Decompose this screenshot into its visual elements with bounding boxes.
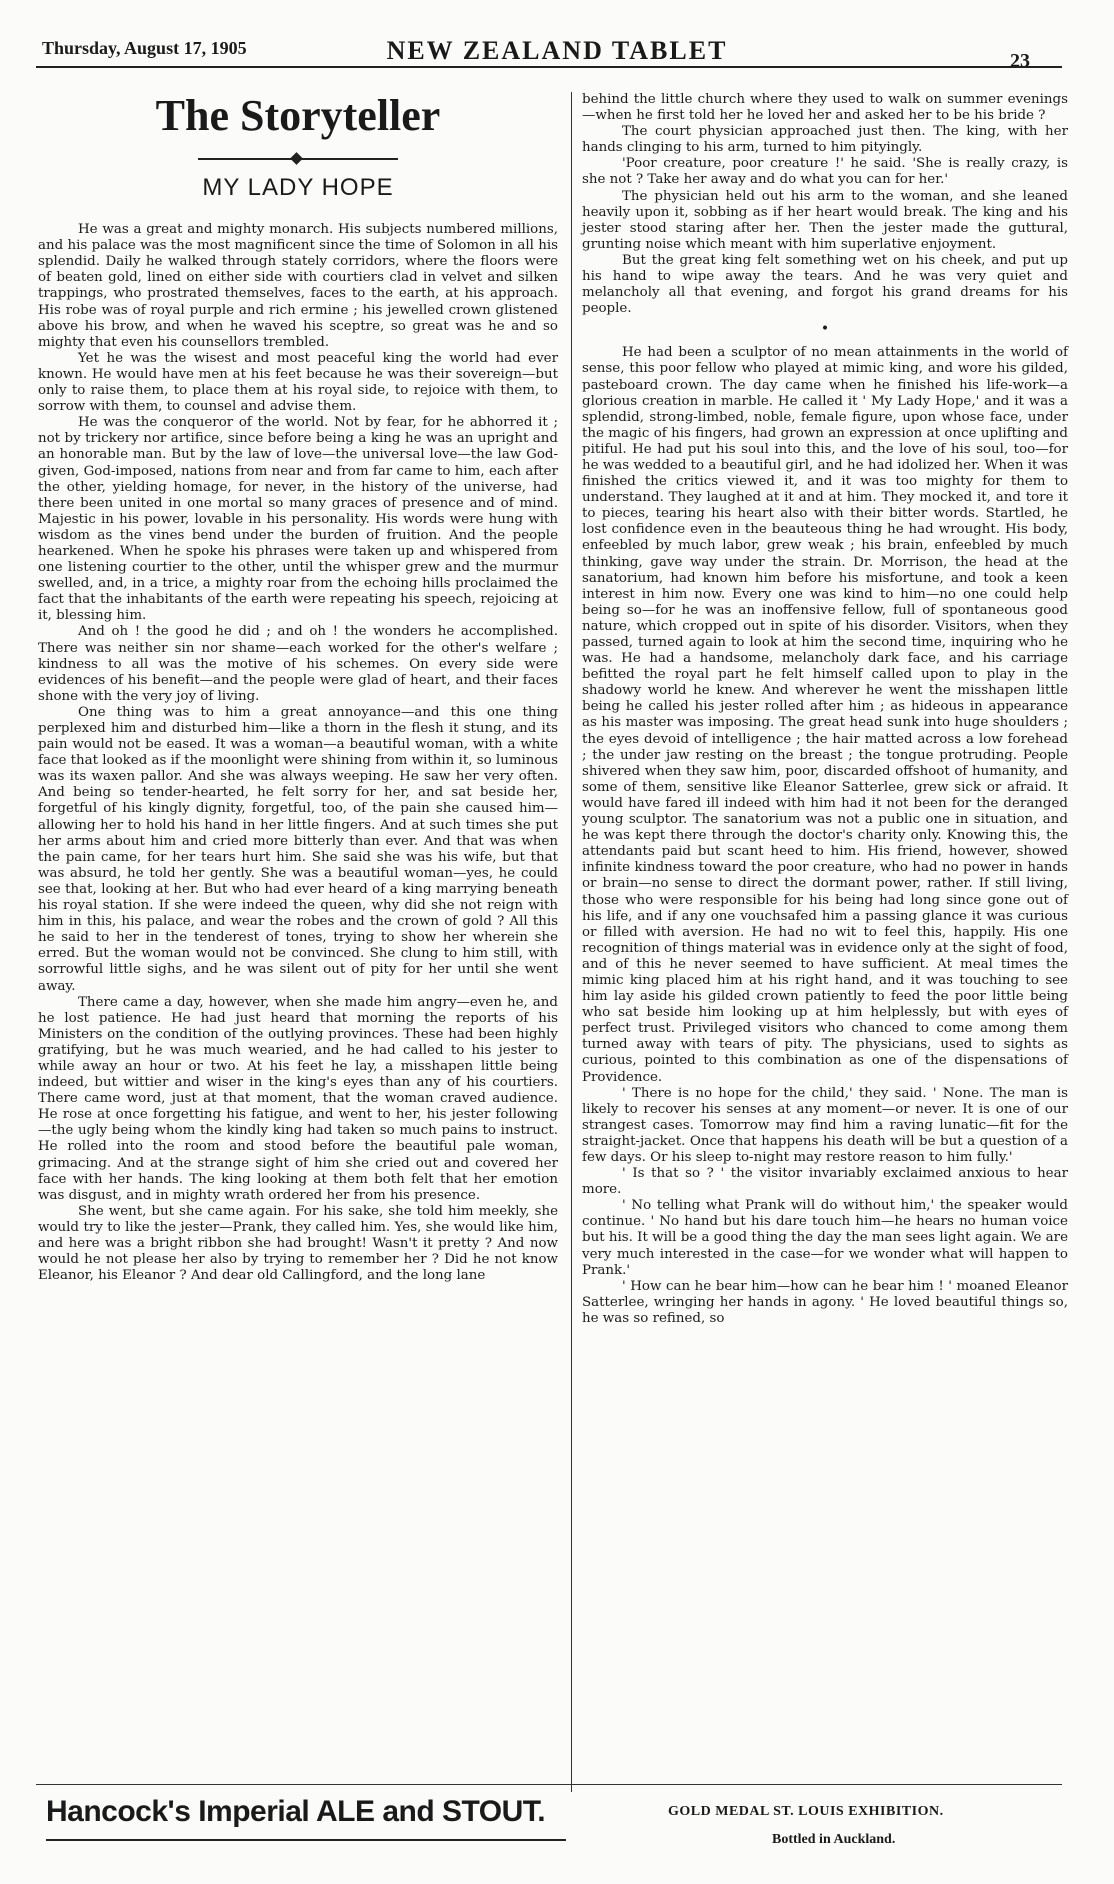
story-paragraph: ' There is no hope for the child,' they said. ' None. The man is likely to recover his senses at any moment—or never. It is one of our strangest cases. Tomorrow may find him a raving lunatic—fit for the straight-jacket. Once that happens his death will be but a question of a few days. Or his sleep to-night may restore reason to him fully.' — [582, 1085, 1068, 1165]
story-paragraph: He was a great and mighty monarch. His subjects numbered millions, and his palace was the most magnificent since the time of Solomon in all his splendid. Daily he walked through stately corridors, where the floors were of beaten gold, lined on either side with courtiers clad in velvet and silken trappings, who prostrated themselves, faces to the earth, at his approach. His robe was of royal purple and rich ermine ; his jewelled crown glistened above his brow, and when he waved his sceptre, so great was he and so mighty that even his counsellors trembled. — [38, 222, 558, 350]
diamond-ornament-icon — [290, 152, 303, 165]
story-paragraph: ' How can he bear him—how can he bear him ! ' moaned Eleanor Satterlee, wringing her hands in agony. ' He loved beautiful things so, he was so refined, so — [582, 1278, 1068, 1326]
section-separator: • — [820, 321, 830, 338]
exhibition-advertisement: GOLD MEDAL ST. LOUIS EXHIBITION. — [668, 1804, 944, 1819]
left-column-body — [38, 222, 558, 1284]
right-column-body-upper — [582, 92, 1068, 317]
story-paragraph: ' No telling what Prank will do without him,' the speaker would continue. ' No hand but his dare touch him—he hears no human voice but his. It will be a good thing the day the man sees light again. We are very much interested in the case—for we wonder what will happen to Prank.' — [582, 1198, 1068, 1278]
bottling-note: Bottled in Auckland. — [772, 1832, 896, 1847]
title-ornament — [198, 152, 398, 166]
story-paragraph: There came a day, however, when she made him angry—even he, and he lost patience. He had just heard that morning the reports of his Ministers on the condition of the outlying provinces. These had been highly gratifying, but he was much wearied, and he had called to his jester to while away an hour or two. At his feet he lay, a misshapen little being indeed, but wittier and wiser in the king's eyes than any of his courtiers. There came word, just at that moment, that the woman craved audience. He rose at once forgetting his fatigue, and went to her, his jester following—the ugly being whom the kindly king had taken so much pains to instruct. He rolled into the room and stood before the beautiful pale woman, grimacing. And at the strange sight of him she cried out and covered her face with her hands. The king looking at them both felt that her emotion was disgust, and in mighty wrath ordered her from his presence. — [38, 994, 558, 1203]
ale-advertisement: Hancock's Imperial ALE and STOUT. — [46, 1795, 546, 1828]
right-column-body-lower — [582, 345, 1068, 1327]
advertisement-underline — [46, 1839, 566, 1841]
section-title: The Storyteller — [155, 91, 441, 140]
story-paragraph: ' Is that so ? ' the visitor invariably exclaimed anxious to hear more. — [582, 1166, 1068, 1198]
story-paragraph: The physician held out his arm to the woman, and she leaned heavily upon it, sobbing as if her heart would break. The king and his jester stood staring after her. Then the jester made the guttural, grunting noise which meant with him superlative enjoyment. — [582, 188, 1068, 252]
story-paragraph: But the great king felt something wet on his cheek, and put up his hand to wipe away the tears. And he was very quiet and melancholy all that evening, and forgot his grand dreams for his people. — [582, 252, 1068, 317]
page-number: 23 — [1010, 50, 1030, 72]
left-column — [38, 88, 558, 1284]
header-rule — [36, 66, 1062, 68]
footer-rule — [36, 1784, 1062, 1785]
column-divider — [571, 92, 572, 1792]
right-column — [582, 92, 1068, 1327]
story-paragraph: One thing was to him a great annoyance—and this one thing perplexed him and disturbed him—like a thorn in the flesh it stung, and its pain would not be eased. It was a woman—a beautiful woman, with a white face that looked as if the moonlight were shining from within it, so luminous was its waxen pallor. And she was always weeping. He saw her very often. And being so tender-hearted, he felt sorry for her, and sat beside her, forgetful of his kingly dignity, forgetful, too, of the pain she caused him—allowing her to hold his hand in her little fingers. And at such times she put her arms about him and cried more bitterly than ever. And that was when the pain came, for her tears hurt him. She said she was his wife, but that was absurd, he told her gently. She was a beautiful woman—yes, he could see that, looking at her. But who had ever heard of a king marrying beneath his royal station. If she were indeed the queen, why did she not reign with him in this, his palace, and wear the robes and the crown of gold ? All this he said to her in the tenderest of tones, trying to show her wherein she erred. But the woman would not be convinced. She clung to him still, with sorrowful little sighs, and he was silent out of pity for her until she went away. — [38, 704, 558, 994]
issue-date: Thursday, August 17, 1905 — [42, 38, 247, 58]
story-title: MY LADY HOPE — [202, 174, 394, 201]
publication-title: NEW ZEALAND TABLET — [386, 36, 728, 65]
story-paragraph: And oh ! the good he did ; and oh ! the wonders he accomplished. There was neither sin nor shame—each worked for the other's welfare ; kindness to all was the motive of his schemes. On every side were evidences of his benefit—and the people were glad of heart, and their faces shone with the very joy of living. — [38, 624, 558, 704]
story-paragraph: behind the little church where they used to walk on summer evenings—when he first told her he loved her and asked her to be his bride ? — [582, 92, 1068, 124]
story-paragraph: He had been a sculptor of no mean attainments in the world of sense, this poor fellow who played at mimic king, and wore his gilded, pasteboard crown. The day came when he finished his life-work—a glorious creation in marble. He called it ' My Lady Hope,' and it was a splendid, strong-limbed, noble, female figure, upon whose face, under the magic of his fingers, had grown an expression at once uplifting and pitiful. He had put his soul into this, and the love of his soul, too—for he was wedded to a beautiful girl, and he had idolized her. When it was finished the critics viewed it, and it was too mighty for them to understand. They laughed at it and at him. They mocked it, and tore it to pieces, tearing his heart also with their bitter words. Startled, he lost confidence even in the beauteous thing he had wrought. His body, enfeebled by much labor, grew weak ; his brain, enfeebled by much thinking, gave way under the strain. Dr. Morrison, the head at the sanatorium, had known him before his misfortune, and took a keen interest in him now. Every one was kind to him—no one could help being so—for he was an inoffensive fellow, full of spontaneous good nature, which cropped out in spite of his disorder. Visitors, when they passed, turned again to look at him the second time, inquiring who he was. He had a handsome, melancholy dark face, and his carriage befitted the royal part he felt himself called upon to play in the shadowy world he knew. And wherever he went the misshapen little being he called his jester rolled after him ; as hideous in appearance as his master was imposing. The great head sunk into huge shoulders ; the eyes devoid of intelligence ; the hair matted across a low forehead ; the under jaw resting on the breast ; the tongue protruding. People shivered when they saw him, poor, discarded offshoot of humanity, and some of them, sensitive like Eleanor Satterlee, grew sick or afraid. It would have fared ill indeed with him had it not been for the deranged young sculptor. The sanatorium was not a public one in situation, and he was kept there through the doctor's charity only. Knowing this, the attendants paid but scant heed to him. His friend, however, showed infinite kindness toward the poor creature, who had no power in hands or brain—no sense to direct the dormant power, rather. If still living, those who were responsible for his being had long since gone out of his life, and if any one vouchsafed him a passing glance it was curious or filled with aversion. He had no wit to feel this, happily. His one recognition of things material was in evidence only at the sight of food, and of this he never seemed to have sufficient. At meal times the mimic king placed him at his right hand, and it was touching to see him lay aside his gilded crown patiently to feed the poor little being who sat beside him looking up at him helplessly, but with eyes of perfect trust. Privileged visitors who chanced to come among them turned away with tears of pity. The physicians, used to sights as curious, pointed to this combination as one of the dispensations of Providence. — [582, 345, 1068, 1085]
story-paragraph: 'Poor creature, poor creature !' he said. 'She is really crazy, is she not ? Take her away and do what you can for her.' — [582, 156, 1068, 188]
story-paragraph: He was the conqueror of the world. Not by fear, for he abhorred it ; not by trickery nor artifice, since before being a king he was an upright and an honorable man. But by the law of love—the universal love—the law God-given, God-imposed, nations from near and from far came to him, each after the other, yielding homage, for never, in the history of the universe, had there been united in one mortal so many graces of presence and of mind. Majestic in his power, lovable in his personality. His words were hung with wisdom as the vines bend under the burden of fruition. And the people hearkened. When he spoke his phrases were taken up and whispered from one listening courtier to the other, until the whisper grew and the murmur swelled, and, in a trice, a mighty roar from the echoing hills proclaimed the fact that the inhabitants of the earth were repeating his speech, rejoicing at it, blessing him. — [38, 415, 558, 624]
story-paragraph: She went, but she came again. For his sake, she told him meekly, she would try to like the jester—Prank, they called him. Yes, she would like him, and here was a bright ribbon she had brought! Wasn't it pretty ? And now would he not please her also by trying to remember her ? Did he not know Eleanor, his Eleanor ? And dear old Callingford, and the long lane — [38, 1203, 558, 1284]
story-paragraph: Yet he was the wisest and most peaceful king the world had ever known. He would have men at his feet because he was their sovereign—but only to raise them, to place them at his royal side, to rejoice with them, to sorrow with them, to counsel and advise them. — [38, 350, 558, 415]
story-paragraph: The court physician approached just then. The king, with her hands clinging to his arm, turned to him pityingly. — [582, 124, 1068, 156]
